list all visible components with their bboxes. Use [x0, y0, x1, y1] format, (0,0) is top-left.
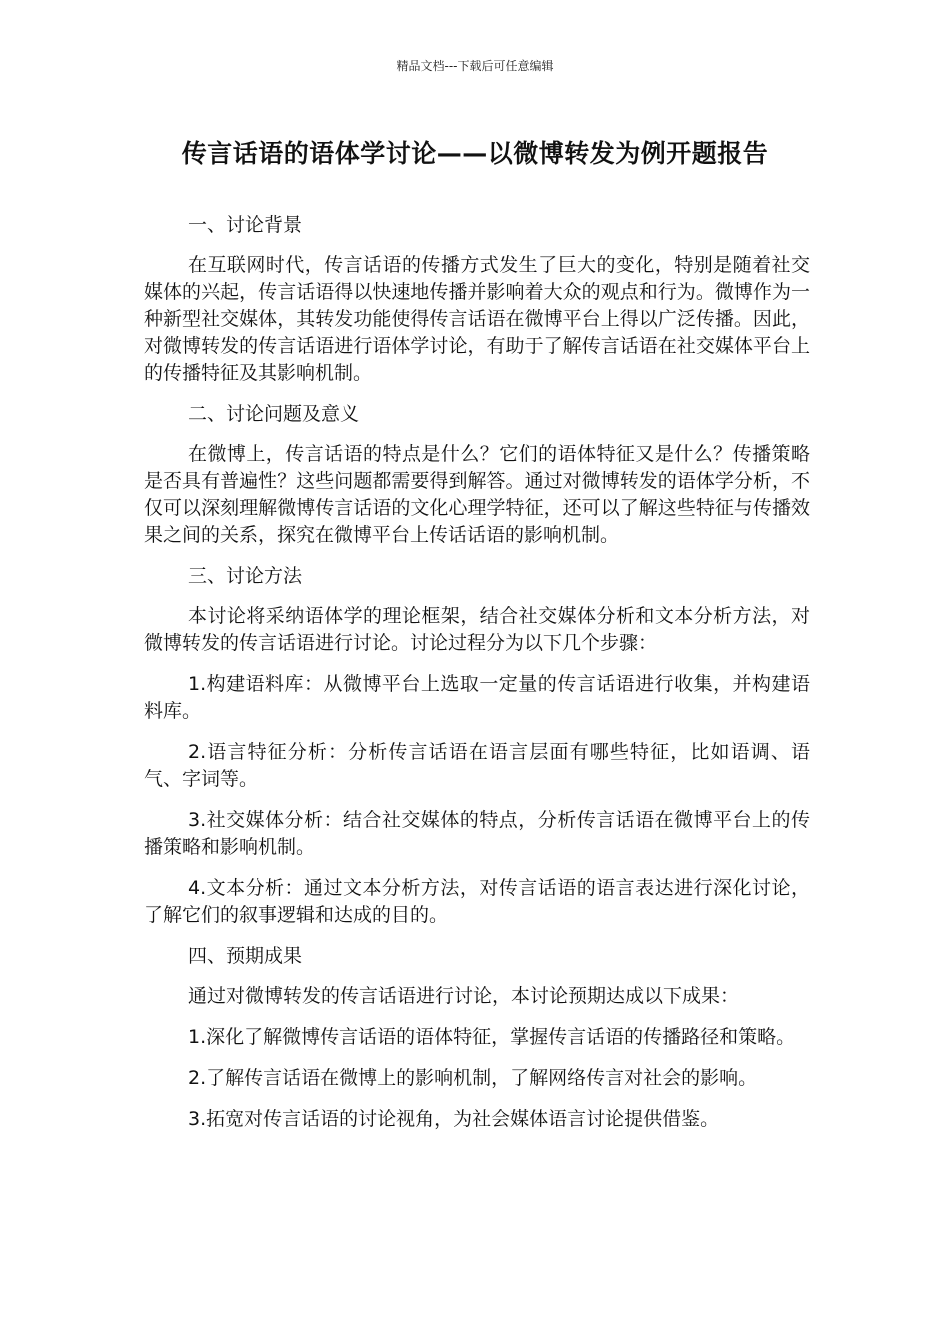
section-heading: 三、讨论方法 — [188, 565, 303, 587]
list-item: 1.深化了解微博传言话语的语体特征，掌握传言话语的传播路径和策略。 — [188, 1026, 796, 1048]
section-heading: 二、讨论问题及意义 — [188, 403, 360, 425]
document-title: 传言话语的语体学讨论——以微博转发为例开题报告 — [181, 139, 769, 168]
list-item: 2.了解传言话语在微博上的影响机制，了解网络传言对社会的影响。 — [188, 1067, 758, 1089]
section-methods — [144, 563, 810, 929]
paragraph: 通过对微博转发的传言话语进行讨论，本讨论预期达成以下成果： — [188, 985, 740, 1007]
paragraph: 在微博上，传言话语的特点是什么？它们的语体特征又是什么？传播策略是否具有普遍性？这些问题都需要得到解答。通过对微博转发的语体学分析，不仅可以深刻理解微博传言话语的文化心理学特征，还可以了解这些特征与传播效果之间的关系，探究在微博平台上传话话语的影响机制。 — [144, 443, 810, 546]
section-outcomes — [144, 943, 810, 1133]
paragraph: 在互联网时代，传言话语的传播方式发生了巨大的变化，特别是随着社交媒体的兴起，传言话语得以快速地传播并影响着大众的观点和行为。微博作为一种新型社交媒体，其转发功能使得传言话语在微博平台上得以广泛传播。因此，对微博转发的传言话语进行语体学讨论，有助于了解传言话语在社交媒体平台上的传播特征及其影响机制。 — [144, 254, 810, 384]
list-item: 3.社交媒体分析：结合社交媒体的特点，分析传言话语在微博平台上的传播策略和影响机制。 — [144, 809, 810, 858]
section-background — [144, 212, 810, 387]
list-item: 4.文本分析：通过文本分析方法，对传言话语的语言表达进行深化讨论，了解它们的叙事逻辑和达成的目的。 — [144, 877, 810, 926]
header-note: 精品文档---下载后可任意编辑 — [396, 59, 554, 73]
list-item: 1.构建语料库：从微博平台上选取一定量的传言话语进行收集，并构建语料库。 — [144, 673, 810, 722]
section-questions — [144, 401, 810, 549]
list-item: 3.拓宽对传言话语的讨论视角，为社会媒体语言讨论提供借鉴。 — [188, 1108, 720, 1130]
list-item: 2.语言特征分析：分析传言话语在语言层面有哪些特征，比如语调、语气、字词等。 — [144, 741, 810, 790]
document-body — [144, 212, 810, 1147]
section-heading: 四、预期成果 — [188, 945, 303, 967]
section-heading: 一、讨论背景 — [188, 214, 303, 236]
paragraph: 本讨论将采纳语体学的理论框架，结合社交媒体分析和文本分析方法，对微博转发的传言话语进行讨论。讨论过程分为以下几个步骤： — [144, 605, 810, 654]
